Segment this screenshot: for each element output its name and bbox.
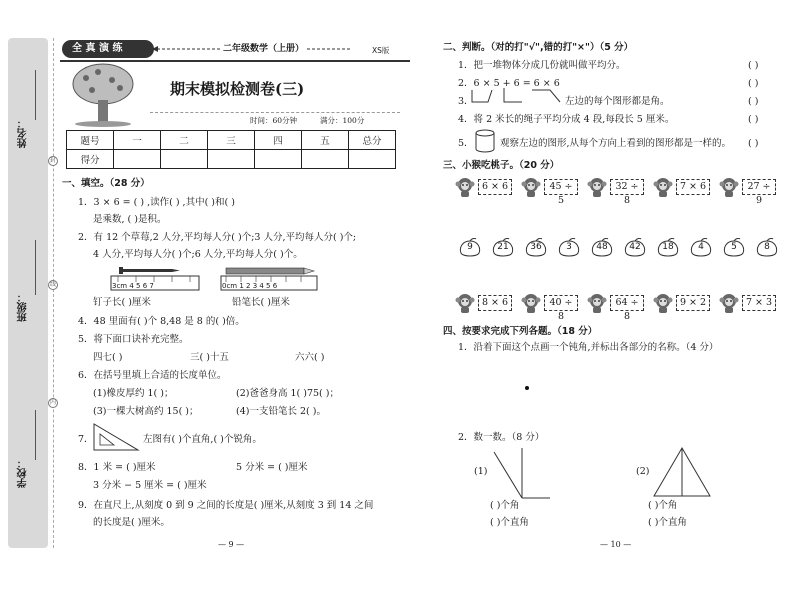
count-2a: ( )个角 [648,500,678,511]
class-line [35,240,36,295]
peach-icon[interactable] [656,238,680,258]
problem-1: 1．沿着下面这个点画一个钝角,并标出各部分的名称。（4 分） [458,342,719,353]
count-1a: ( )个角 [490,500,520,511]
problem-2: 2．数一数。（8 分） [458,432,545,443]
peach-icon[interactable] [524,238,548,258]
monkey-icon [586,292,608,314]
table-cell: 四 [255,131,302,150]
monkey-icon [718,292,740,314]
peach-number: 5 [731,242,737,252]
angle-shapes-icon [470,86,562,106]
expression-box[interactable]: 32 ÷ 8 [610,179,644,195]
peach-icon[interactable] [722,238,746,258]
question-5c: 六六( ) [295,352,325,363]
section-3-heading: 三、小猴吃桃子。（20 分） [443,160,560,171]
table-cell: 二 [161,131,208,150]
question-6d: (4)一支铅笔长 2( )。 [236,406,326,417]
vertex-dot[interactable] [525,386,529,390]
peach-number: 9 [467,242,473,252]
binding-hole: 线 [49,281,56,288]
score-input-cell[interactable] [349,150,396,169]
judge-3-text: 左边的每个图形都是角。 [565,96,670,107]
peach-number: 42 [629,242,641,252]
judge-2: 2．6 × 5 + 6 = 6 × 6 [458,78,560,89]
question-2b: 4 人分,平均每人分( )个;6 人分,平均每人分( )个。 [93,249,303,260]
school-line [35,410,36,460]
question-7-number: 7． [78,434,94,445]
judge-4: 4．将 2 米长的绳子平均分成 4 段,每段长 5 厘米。 [458,114,675,125]
brand-text: 全 真 演 练 [72,43,123,54]
monkey-icon [454,176,476,198]
ruler-numbers: 3cm 4 5 6 7 [112,282,154,290]
expression-box[interactable]: 40 ÷ 8 [544,295,578,311]
monkey-icon [652,292,674,314]
time-info: 时间：60分钟 [250,116,298,125]
question-1a: 1．3 × 6 = ( ) ,读作( ) ,其中( )和( ) [78,197,235,208]
cylinder-icon [474,128,496,154]
judge-3: 3． [458,96,474,107]
count-1b: ( )个直角 [490,517,529,528]
peach-icon[interactable] [689,238,713,258]
peach-number: 4 [698,242,704,252]
judge-1-answer[interactable]: ( ) [748,60,759,71]
peach-icon[interactable] [557,238,581,258]
peach-number: 21 [497,242,509,252]
expression-box[interactable]: 64 ÷ 8 [610,295,644,311]
peach-icon[interactable] [458,238,482,258]
expression-box[interactable]: 7 × 3 [742,295,776,311]
question-8a2: 5 分米 = ( )厘米 [236,462,308,473]
table-cell: 三 [208,131,255,150]
triangle-set-square-icon [92,422,140,452]
subject-label: 二年级数学（上册） [220,44,307,55]
expression-box[interactable]: 6 × 6 [478,179,512,195]
tree-illustration-icon [68,62,138,127]
monkey-icon [520,176,542,198]
class-label: 班级： [18,292,29,322]
table-cell: 题号 [67,131,114,150]
monkey-icon [586,176,608,198]
table-cell: 一 [114,131,161,150]
name-label: 姓名： [18,118,29,148]
judge-3-answer[interactable]: ( ) [748,96,759,107]
question-3b: 铅笔长( )厘米 [232,297,290,308]
table-cell: 得分 [67,150,114,169]
page-number-right: — 10 — [600,540,632,549]
question-6c: (3)一棵大树高约 15( )； [93,406,199,417]
judge-5: 5． [458,138,474,149]
expression-box[interactable]: 45 ÷ 5 [544,179,578,195]
question-5: 5．将下面口诀补充完整。 [78,334,189,345]
angle-figure-1-icon [492,446,552,502]
edition-label: XS版 [372,46,390,55]
peach-icon[interactable] [623,238,647,258]
binding-dashed-line [53,38,54,548]
judge-5-text: 观察左边的图形,从每个方向上看到的图形都是一样的。 [500,138,732,149]
expression-box[interactable]: 7 × 6 [676,179,710,195]
monkey-icon [454,292,476,314]
score-input-cell[interactable] [161,150,208,169]
score-input-cell[interactable] [255,150,302,169]
expression-box[interactable]: 8 × 6 [478,295,512,311]
peach-number: 48 [596,242,608,252]
question-8b: 3 分米 − 5 厘米 = ( )厘米 [93,480,207,491]
question-1b: 是乘数, ( )是积。 [93,214,167,225]
section-4-heading: 四、按要求完成下列各题。（18 分） [443,326,598,337]
judge-5-answer[interactable]: ( ) [748,138,759,149]
question-6a: (1)橡皮厚约 1( )； [93,388,174,399]
score-input-cell[interactable] [208,150,255,169]
expression-box[interactable]: 9 × 2 [676,295,710,311]
table-row [67,131,396,150]
section-1-heading: 一、填空。（28 分） [62,178,150,189]
count-2b: ( )个直角 [648,517,687,528]
monkey-icon [718,176,740,198]
name-line [35,70,36,120]
score-table [66,130,396,169]
peach-number: 18 [662,242,674,252]
section-2-heading: 二、判断。（对的打"√",错的打"×"）（5 分） [443,42,634,53]
peach-icon[interactable] [590,238,614,258]
score-info: 满分：100分 [320,116,365,125]
figure-2-label: (2) [636,466,650,477]
question-6: 6．在括号里填上合适的长度单位。 [78,370,227,381]
question-6b: (2)爸爸身高 1( )75( )； [236,388,339,399]
table-cell: 总分 [349,131,396,150]
ruler2-numbers: 0cm 1 2 3 4 5 6 [222,282,278,290]
binding-hole: 封 [49,157,56,164]
peach-number: 3 [566,242,572,252]
info-rule [150,112,400,113]
score-input-cell[interactable] [302,150,349,169]
question-3a: 钉子长( )厘米 [93,297,151,308]
peach-number: 8 [764,242,770,252]
peach-icon[interactable] [491,238,515,258]
question-2a: 2．有 12 个草莓,2 人分,平均每人分( )个;3 人分,平均每人分( )个; [78,232,357,243]
expression-box[interactable]: 27 ÷ 9 [742,179,776,195]
judge-4-answer[interactable]: ( ) [748,114,759,125]
binding-hole: 内 [49,399,56,406]
question-7: 左图有( )个直角,( )个锐角。 [143,434,262,445]
question-8a1: 8．1 米 = ( )厘米 [78,462,156,473]
table-row [67,150,396,169]
question-4: 4．48 里面有( )个 8,48 是 8 的( )倍。 [78,316,245,327]
judge-1: 1．把一堆物体分成几份就叫做平均分。 [458,60,626,71]
school-label: 学校： [18,458,29,488]
judge-2-answer[interactable]: ( ) [748,78,759,89]
score-input-cell[interactable] [114,150,161,169]
question-5b: 三( )十五 [190,352,229,363]
peach-icon[interactable] [755,238,779,258]
question-5a: 四七( ) [93,352,123,363]
question-9b: 的长度是( )厘米。 [93,517,170,528]
figure-1-label: (1) [474,466,488,477]
peach-number: 36 [530,242,542,252]
monkey-icon [652,176,674,198]
page-title: 期末模拟检测卷(三) [170,80,305,98]
question-9a: 9．在直尺上,从刻度 0 到 9 之间的长度是( )厘米,从刻度 3 到 14 之间 [78,500,374,511]
page-number-left: — 9 — [218,540,245,549]
monkey-icon [520,292,542,314]
triangle-figure-2-icon [652,446,712,498]
table-cell: 五 [302,131,349,150]
